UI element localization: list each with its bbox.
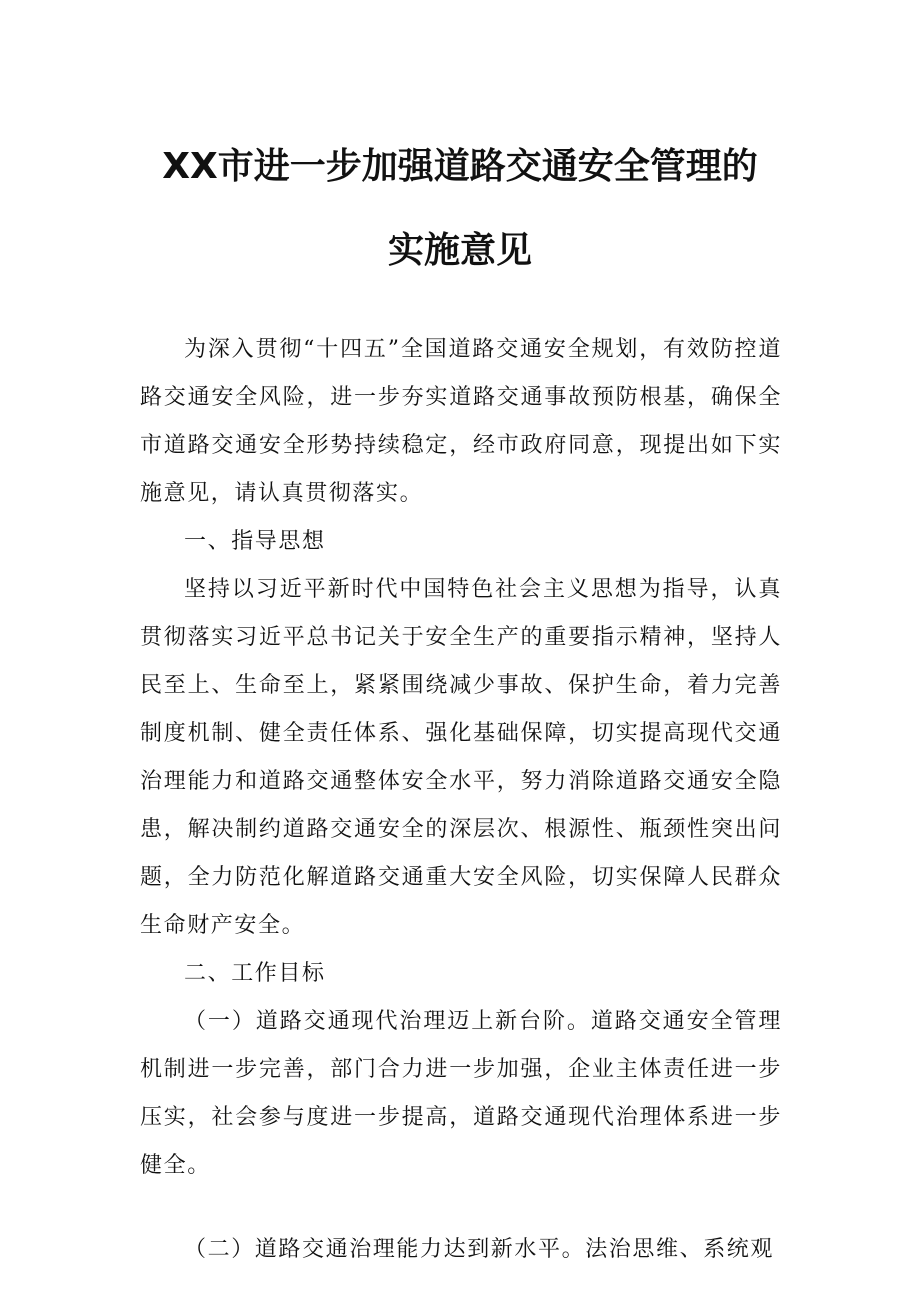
document-title-line-2: 实施意见 [387,230,532,271]
section-heading-work-goals: 二、工作目标 [184,961,326,986]
paragraph-gap [140,1190,782,1226]
document-title-line-1: XX市进一步加强道路交通安全管理的 [162,146,758,187]
goal-paragraph-2: （二）道路交通治理能力达到新水平。法治思维、系统观 [184,1237,775,1262]
intro-paragraph: 为深入贯彻“十四五”全国道路交通安全规划，有效防控道路交通安全风险，进一步夯实道路交通事故预防根基，确保全市道路交通安全形势持续稳定，经市政府同意，现提出如下实施意见，请认真贯彻落实。 [140,337,782,506]
guiding-ideology-paragraph: 坚持以习近平新时代中国特色社会主义思想为指导，认真贯彻落实习近平总书记关于安全生产的重要指示精神，坚持人民至上、生命至上，紧紧围绕减少事故、保护生命，着力完善制度机制、健全责任体系、强化基础保障，切实提高现代交通治理能力和道路交通整体安全水平，努力消除道路交通安全隐患，解决制约道路交通安全的深层次、根源性、瓶颈性突出问题，全力防范化解道路交通重大安全风险，切实保障人民群众生命财产安全。 [140,577,782,938]
document-body [140,326,782,1274]
section-heading-guiding-ideology: 一、指导思想 [184,529,326,554]
goal-paragraph-1: （一）道路交通现代治理迈上新台阶。道路交通安全管理机制进一步完善，部门合力进一步加强，企业主体责任进一步压实，社会参与度进一步提高，道路交通现代治理体系进一步健全。 [140,1009,782,1178]
